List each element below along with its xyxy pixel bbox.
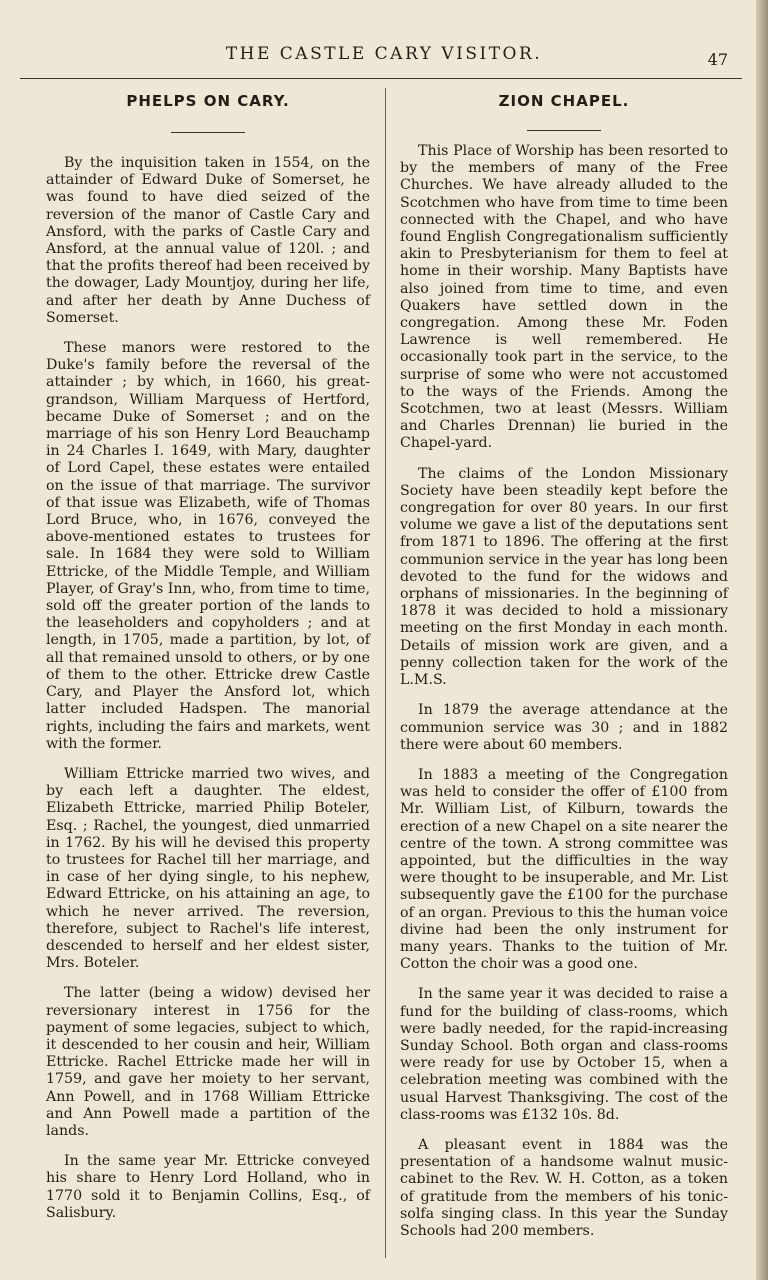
page-number: 47 [707, 50, 728, 69]
paragraph: The claims of the London Missionary Society have been steadily kept before the congregation for over 80 years. In our first volume we gave a list of the deputations sent from 1871 to 1896. The offering at the first communion service in the year has long been devoted to the fund for the widows and orphans of missionaries. In the beginning of 1878 it was decided to hold a missionary meeting on the first Monday in each month. Details of mission work are given, and a penny collection taken for the work of the L.M.S. [400, 465, 728, 689]
page-edge [756, 0, 768, 1280]
paragraph: In 1883 a meeting of the Congregation was held to consider the offer of £100 from Mr. William List, of Kilburn, towards the erection of a new Chapel on a site nearer the centre of the town. A strong committee was appointed, but the difficulties in the way were thought to be insuperable, and Mr. List subsequently gave the £100 for the purchase of an organ. Previous to this the human voice divine had been the only instrument for many years. Thanks to the tuition of Mr. Cotton the choir was a good one. [400, 766, 728, 973]
paragraph: In 1879 the average attendance at the communion service was 30 ; and in 1882 there were about 60 members. [400, 702, 728, 753]
paragraph: This Place of Worship has been resorted to by the members of many of the Free Churches. We have already alluded to the Scotchmen who have from time to time been connected with the Chapel, and who have found English Congregationalism sufficiently akin to Presbyterianism for them to feel at home in their worship. Many Baptists have also joined from time to time, and even Quakers have settled down in the congregation. Among these Mr. Foden Lawrence is well remembered. He occasionally took part in the service, to the surprise of some who were not accustomed to the ways of the Friends. Among the Scotchmen, two at least (Messrs. William and Charles Drennan) lie buried in the Chapel-yard. [400, 143, 728, 452]
paragraph: The latter (being a widow) devised her reversionary interest in 1756 for the payment of some legacies, subject to which, it descended to her cousin and heir, William Ettricke. Rachel Ettricke made her will in 1759, and gave her moiety to her servant, Ann Powell, and in 1768 William Ettricke and Ann Powell made a partition of the lands. [46, 985, 370, 1139]
paragraph: These manors were restored to the Duke's family before the reversal of the attainder ; by which, in 1660, his great-grandson, William Marquess of Hertford, became Duke of Somerset ; and on the marriage of his son Henry Lord Beauchamp in 24 Charles I. 1649, with Mary, daughter of Lord Capel, these estates were entailed on the issue of that marriage. The survivor of that issue was Elizabeth, wife of Thomas Lord Bruce, who, in 1676, conveyed the above-mentioned estates to trustees for sale. In 1684 they were sold to William Ettricke, of the Middle Temple, and William Player, of Gray's Inn, who, from time to time, sold off the greater portion of the lands to the leaseholders and copyholders ; and at length, in 1705, made a partition, by lot, of all that remained unsold to others, or by one of them to the other. Ettricke drew Castle Cary, and Player the Ansford lot, which latter included Hadspen. The manorial rights, including the fairs and markets, went with the former. [46, 340, 371, 752]
paragraph: By the inquisition taken in 1554, on the attainder of Edward Duke of Somerset, he was found to have died seized of the reversion of the manor of Castle Cary and Ansford, with the parks of Castle Cary and Ansford, at the annual value of 120l. ; and that the profits thereof had been received by the dowager, Lady Mountjoy, during her life, and after her death by Anne Duchess of Somerset. [46, 155, 370, 326]
left-column [46, 92, 370, 1235]
right-title-rule [527, 130, 601, 131]
header-rule [20, 78, 742, 79]
left-column-title: PHELPS ON CARY. [126, 92, 290, 110]
paragraph: In the same year it was decided to raise a fund for the building of class-rooms, which were badly needed, for the rapid-increasing Sunday School. Both organ and class-rooms were ready for use by October 15, when a celebration meeting was combined with the usual Harvest Thanksgiving. The cost of the class-rooms was £132 10s. 8d. [400, 986, 728, 1123]
column-divider [385, 88, 386, 1258]
paragraph: In the same year Mr. Ettricke conveyed his share to Henry Lord Holland, who in 1770 sold it to Benjamin Collins, Esq., of Salisbury. [46, 1153, 370, 1221]
running-title: THE CASTLE CARY VISITOR. [225, 44, 543, 64]
right-column-title: ZION CHAPEL. [498, 92, 630, 110]
left-title-rule [171, 132, 245, 133]
paragraph: William Ettricke married two wives, and by each left a daughter. The eldest, Elizabeth Ettricke, married Philip Boteler, Esq. ; Rachel, the youngest, died unmarried in 1762. By his will he devised this property to trustees for Rachel till her marriage, and in case of her dying single, to his nephew, Edward Ettricke, on his attaining an age, to which he never arrived. The reversion, therefore, subject to Rachel's life interest, descended to herself and her eldest sister, Mrs. Boteler. [46, 765, 370, 972]
right-column [400, 92, 728, 1253]
paragraph: A pleasant event in 1884 was the presentation of a handsome walnut music-cabinet to the Rev. W. H. Cotton, as a token of gratitude from the members of his tonic-solfa singing class. In this year the Sunday Schools had 200 members. [400, 1136, 728, 1239]
